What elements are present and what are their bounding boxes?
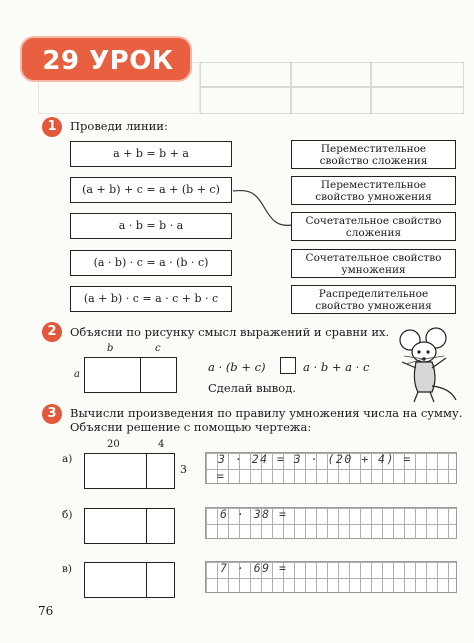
expression-box[interactable]: a · b = b · a <box>70 213 232 239</box>
property-box[interactable] <box>291 176 456 205</box>
expression-box[interactable]: (a · b) · c = a · (b · c) <box>70 250 232 276</box>
written-answer-a: 3 · 24 = 3 · (20 + 4) = <box>218 452 412 466</box>
diagram-b-part1 <box>84 508 147 544</box>
label-a: a <box>74 369 80 380</box>
bleed-through-line <box>200 86 464 88</box>
lesson-title: 29 УРОК <box>42 46 174 76</box>
diagram-c-part2 <box>146 562 175 598</box>
property-line: свойство умножения <box>315 191 432 203</box>
bleed-through-line <box>370 62 372 114</box>
property-box[interactable] <box>291 212 456 241</box>
task3-number-icon: 3 <box>42 404 62 424</box>
label-3: 3 <box>180 463 187 476</box>
item-c-label: в) <box>62 563 73 575</box>
expression-box[interactable]: (a + b) · c = a · c + b · c <box>70 286 232 312</box>
property-line: Сочетательное свойство <box>305 252 442 264</box>
diagram-a-part2 <box>146 453 175 489</box>
item-b-label: б) <box>62 509 73 521</box>
expression-right: a · b + a · c <box>303 360 370 374</box>
lesson-badge <box>20 36 192 82</box>
mouse-illustration <box>398 326 464 406</box>
diagram-b-part2 <box>146 508 175 544</box>
comparison-box[interactable] <box>280 357 296 374</box>
label-4: 4 <box>158 439 165 450</box>
property-box[interactable] <box>291 249 456 278</box>
bleed-through-table <box>200 62 464 114</box>
property-line: свойство умножения <box>315 300 432 312</box>
label-20: 20 <box>107 439 120 450</box>
conclusion-text: Сделай вывод. <box>208 381 296 395</box>
task2-instruction: Объясни по рисунку смысл выражений и сравни их. <box>70 325 390 339</box>
written-answer-c: 7 · 69 = <box>220 561 288 575</box>
written-answer-b: 6 · 38 = <box>220 507 288 521</box>
property-line: Переместительное <box>320 179 427 191</box>
diagram-c-part1 <box>84 562 147 598</box>
property-box[interactable] <box>291 140 456 169</box>
area-diagram-b <box>84 357 141 393</box>
label-b: b <box>107 343 114 354</box>
diagram-a-part1 <box>84 453 147 489</box>
label-c: c <box>155 343 161 354</box>
task1-instruction: Проведи линии: <box>70 119 168 133</box>
task2-number-icon: 2 <box>42 322 62 342</box>
page-number: 76 <box>38 604 54 618</box>
bleed-through-line <box>290 62 292 114</box>
task1-number-icon: 1 <box>42 117 62 137</box>
written-answer-a-line2: = <box>217 469 226 483</box>
task3-instruction-line2: Объясни решение с помощью чертежа: <box>70 420 312 434</box>
property-line: Переместительное <box>320 143 427 155</box>
connecting-line <box>228 185 298 235</box>
property-box[interactable] <box>291 285 456 314</box>
property-line: Распределительное <box>318 288 429 300</box>
property-line: свойство сложения <box>319 155 428 167</box>
item-a-label: а) <box>62 453 73 465</box>
expression-box[interactable]: a + b = b + a <box>70 141 232 167</box>
property-line: Сочетательное свойство <box>305 215 442 227</box>
task3-instruction-line1: Вычисли произведения по правилу умножения числа на сумму. <box>70 406 463 420</box>
area-diagram-c <box>140 357 177 393</box>
expression-left: a · (b + c) <box>208 360 266 374</box>
expression-box[interactable]: (a + b) + c = a + (b + c) <box>70 177 232 203</box>
property-line: сложения <box>345 227 402 239</box>
property-line: умножения <box>341 264 406 276</box>
